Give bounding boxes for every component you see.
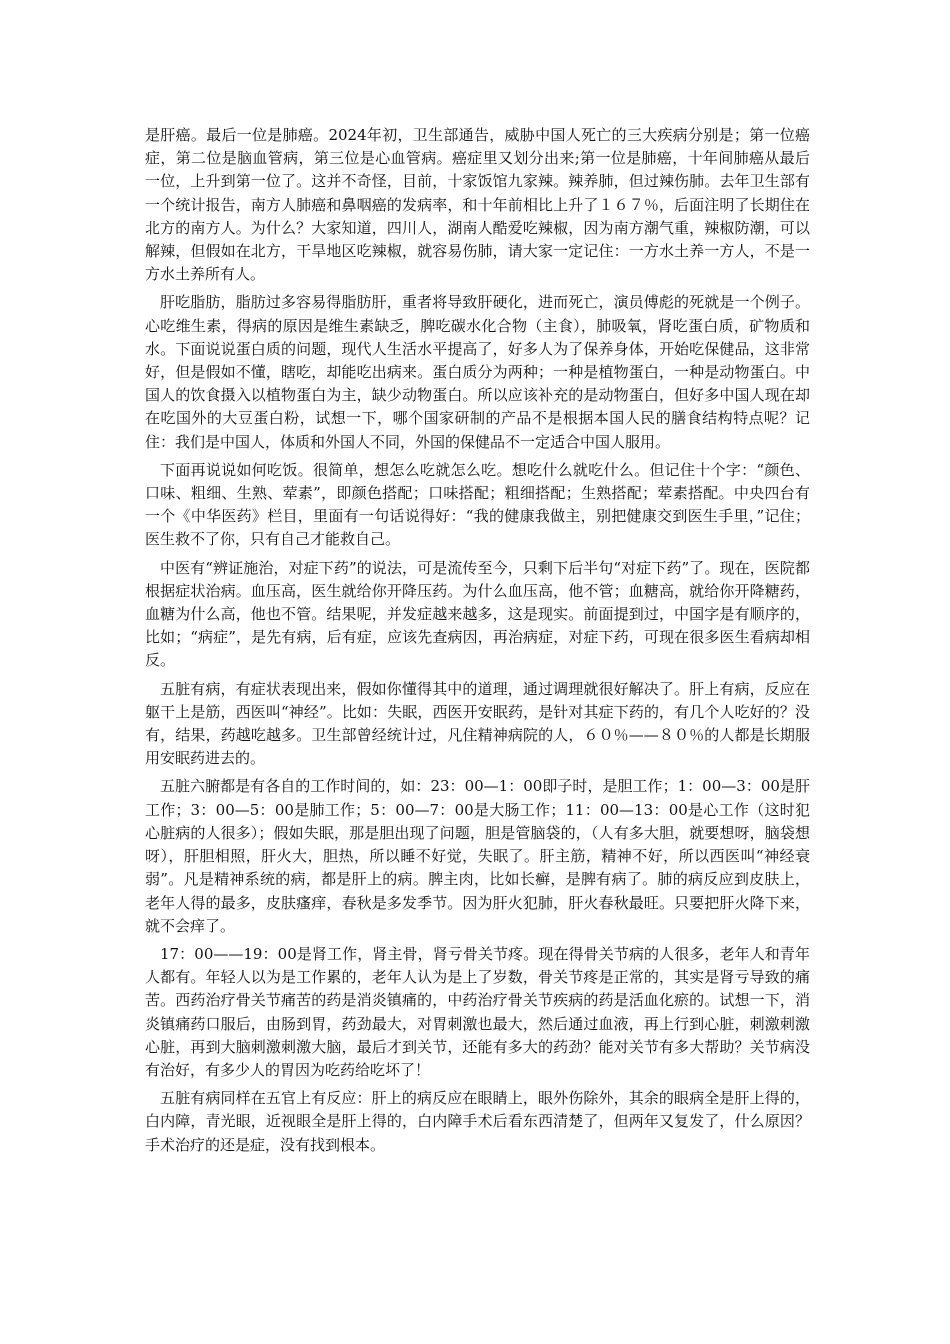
paragraph-how-to-eat: 下面再说说如何吃饭。很简单，想怎么吃就怎么吃。想吃什么就吃什么。但记住十个字：“颜色、口味、粗细、生熟、荤素”，即颜色搭配；口味搭配；粗细搭配；生熟搭配；荤素搭配。中央四台有一个《中华医药》栏目，里面有一句话说得好：“我的健康我做主，别把健康交到医生手里，”记住；医生救不了你，只有自己才能救自己。 <box>145 460 810 549</box>
paragraph-lung-cancer: 是肝癌。最后一位是肺癌。2024年初，卫生部通告，威胁中国人死亡的三大疾病分别是；第一位癌症，第二位是脑血管病，第三位是心血管病。癌症里又划分出来;第一位是肺癌，十年间肺癌从最后一位，上升到第一位了。这并不奇怪，目前，十家饭馆九家辣。辣养肺，但过辣伤肺。去年卫生部有一个统计报告，南方人肺癌和鼻咽癌的发病率，和十年前相比上升了１６７％，后面注明了长期住在北方的南方人。为什么？大家知道，四川人，湖南人酷爱吃辣椒，因为南方潮气重，辣椒防潮，可以解辣，但假如在北方，干旱地区吃辣椒，就容易伤肺，请大家一定记住：一方水土养一方人，不是一方水土养所有人。 <box>145 126 810 284</box>
paragraph-liver-fat-protein: 肝吃脂肪，脂肪过多容易得脂肪肝，重者将导致肝硬化，进而死亡，演员傅彪的死就是一个例子。心吃维生素，得病的原因是维生素缺乏，脾吃碳水化合物（主食），肺吸氧，肾吃蛋白质，矿物质和水。下面说说蛋白质的问题，现代人生活水平提高了，好多人为了保养身体，开始吃保健品，这非常好，但是假如不懂，瞎吃，却能吃出病来。蛋白质分为两种；一种是植物蛋白，一种是动物蛋白。中国人的饮食摄入以植物蛋白为主，缺少动物蛋白。所以应该补充的是动物蛋白，但好多中国人现在却在吃国外的大豆蛋白粉，试想一下，哪个国家研制的产品不是根据本国人民的膳食结构特点呢？记住：我们是中国人，体质和外国人不同，外国的保健品不一定适合中国人服用。 <box>145 293 810 451</box>
paragraph-tcm-diagnosis: 中医有“辨证施治，对症下药”的说法，可是流传至今，只剩下后半句“对症下药”了。现在，医院都根据症状治病。血压高，医生就给你开降压药。为什么血压高，他不管；血糖高，就给你开降糖药，血糖为什么高，他也不管。结果呢，并发症越来越多，这是现实。前面提到过，中国字是有顺序的，比如；“病症”，是先有病，后有症，应该先查病因，再治病症，对症下药，可现在很多医生看病却相反。 <box>145 558 810 670</box>
paragraph-facial-features: 五脏有病同样在五官上有反应：肝上的病反应在眼睛上，眼外伤除外，其余的眼病全是肝上得的，白内障，青光眼，近视眼全是肝上得的，白内障手术后看东西清楚了，但两年又复发了，什么原因？手术治疗的还是症，没有找到根本。 <box>145 1089 810 1154</box>
paragraph-organ-work-hours: 五脏六腑都是有各自的工作时间的，如：23：00—1：00即子时，是胆工作；1：00—3：00是肝工作；3：00—5：00是肺工作；5：00—7：00是大肠工作；11：00—13：00是心工作（这时犯心脏病的人很多）；假如失眠，那是胆出现了问题，胆是管脑袋的，（人有多大胆，就要想呀，脑袋想呀），肝胆相照，肝火大，胆热，所以睡不好觉，失眠了。肝主筋，精神不好，所以西医叫“神经衰弱”。凡是精神系统的病，都是肝上的病。脾主肉，比如长癣，是脾有病了。肺的病反应到皮肤上，老年人得的最多，皮肤瘙痒，春秋是多发季节。因为肝火犯肺，肝火春秋最旺。只要把肝火降下来，就不会痒了。 <box>145 777 810 935</box>
paragraph-five-organs-symptoms: 五脏有病，有症状表现出来，假如你懂得其中的道理，通过调理就很好解决了。肝上有病，反应在躯干上是筋，西医叫“神经”。比如：失眠，西医开安眠药，是针对其症下药的，有几个人吃好的？没有，结果，药越吃越多。卫生部曾经统计过，凡住精神病院的人，６０％——８０％的人都是长期服用安眠药进去的。 <box>145 679 810 768</box>
document-body <box>145 124 810 1162</box>
paragraph-kidney-joints: 17：00——19：00是肾工作，肾主骨，肾亏骨关节疼。现在得骨关节病的人很多，老年人和青年人都有。年轻人以为是工作累的，老年人认为是上了岁数，骨关节疼是正常的，其实是肾亏导致的痛苦。西药治疗骨关节痛苦的药是消炎镇痛的，中药治疗骨关节疾病的药是活血化瘀的。试想一下，消炎镇痛药口服后，由肠到胃，药劲最大，对胃刺激也最大，然后通过血液，再上行到心脏，刺激刺激心脏，再到大脑刺激刺激大脑，最后才到关节，还能有多大的药劲？能对关节有多大帮助？关节病没有治好，有多少人的胃因为吃药给吃坏了！ <box>145 944 810 1079</box>
